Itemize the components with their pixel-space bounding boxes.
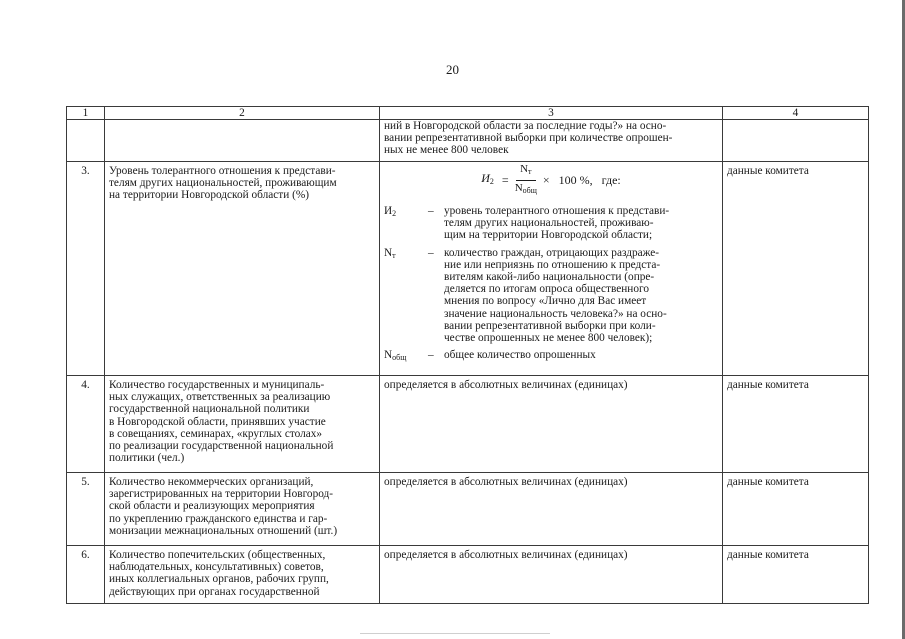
indicators-table	[66, 106, 869, 604]
row-number	[67, 120, 105, 162]
method-cell: определяется в абсолютных величинах (единицах)	[380, 473, 723, 546]
indicator-cell: Количество попечительских (общественных, наблюдательных, консультативных) советов, иных коллегиальных органов, рабочих групп, действующих при органах государственной	[105, 546, 380, 604]
formula-lhs: $И_2$	[481, 170, 494, 186]
source-cell: данные комитета	[723, 473, 869, 546]
header-col-3: 3	[380, 107, 723, 120]
table-row-3	[67, 162, 869, 376]
source-cell: данные комитета	[723, 162, 869, 376]
table-row-5	[67, 473, 869, 546]
table-row-4	[67, 376, 869, 473]
row-number: 6.	[67, 546, 105, 604]
table-row-continuation	[67, 120, 869, 162]
formula-numerator: $N_т$	[516, 163, 535, 180]
legend-item: $N_т$ – количество граждан, отрицающих раздраже- ние или неприязнь по отношению к предста- вителям какой-либо национальности (опре- деляется по итогам опроса общественного мнения по вопросу «Лично для Вас имеет значение национальность человека?» на осно- вании репрезентативной выборки при коли- честве опрошенных не менее 800 человек);	[384, 246, 667, 345]
method-cell: определяется в абсолютных величинах (единицах)	[380, 376, 723, 473]
scan-artifact	[360, 633, 550, 634]
header-col-2: 2	[105, 107, 380, 120]
formula-denominator: $N_{общ}$	[514, 181, 537, 195]
indicator-cell	[105, 120, 380, 162]
indicator-cell: Количество некоммерческих организаций, зарегистрированных на территории Новгород- ской области и реализующих мероприятия по укреплению гражданского единства и гар- монизации межнациональных отношений (шт.)	[105, 473, 380, 546]
header-col-4: 4	[723, 107, 869, 120]
method-cell: определяется в абсолютных величинах (единицах)	[380, 546, 723, 604]
indicator-cell: Уровень толерантного отношения к представи- телям других национальностей, проживающим на территории Новгородской области (%)	[105, 162, 380, 376]
formula	[384, 165, 718, 195]
method-cell: ний в Новгородской области за последние годы?» на осно- вании репрезентативной выборки при количестве опрошен- ных не менее 800 человек	[380, 120, 723, 162]
formula-equals: =	[501, 172, 509, 187]
header-col-1: 1	[67, 107, 105, 120]
row-number: 4.	[67, 376, 105, 473]
row-number: 5.	[67, 473, 105, 546]
header-row	[67, 107, 869, 120]
source-cell: данные комитета	[723, 376, 869, 473]
page-number: 20	[446, 62, 459, 77]
source-cell: данные комитета	[723, 546, 869, 604]
source-cell	[723, 120, 869, 162]
legend-item: $N_{общ}$ – общее количество опрошенных	[384, 349, 596, 363]
formula-tail: × 100 %, где:	[542, 172, 621, 187]
formula-fraction	[515, 163, 537, 196]
legend-item: $И_2$ – уровень толерантного отношения к представи- телям других национальностей, проживаю- щим на территории Новгородской области;	[384, 205, 670, 242]
indicator-cell: Количество государственных и муниципаль- ных служащих, ответственных за реализацию государственной национальной политики в Новгородской области, принявших участие в совещаниях, семинарах, «круглых столах» по реализации государственной национальной политики (чел.)	[105, 376, 380, 473]
method-cell	[380, 162, 723, 376]
row-number: 3.	[67, 162, 105, 376]
table-row-6	[67, 546, 869, 604]
table-header	[67, 107, 869, 120]
